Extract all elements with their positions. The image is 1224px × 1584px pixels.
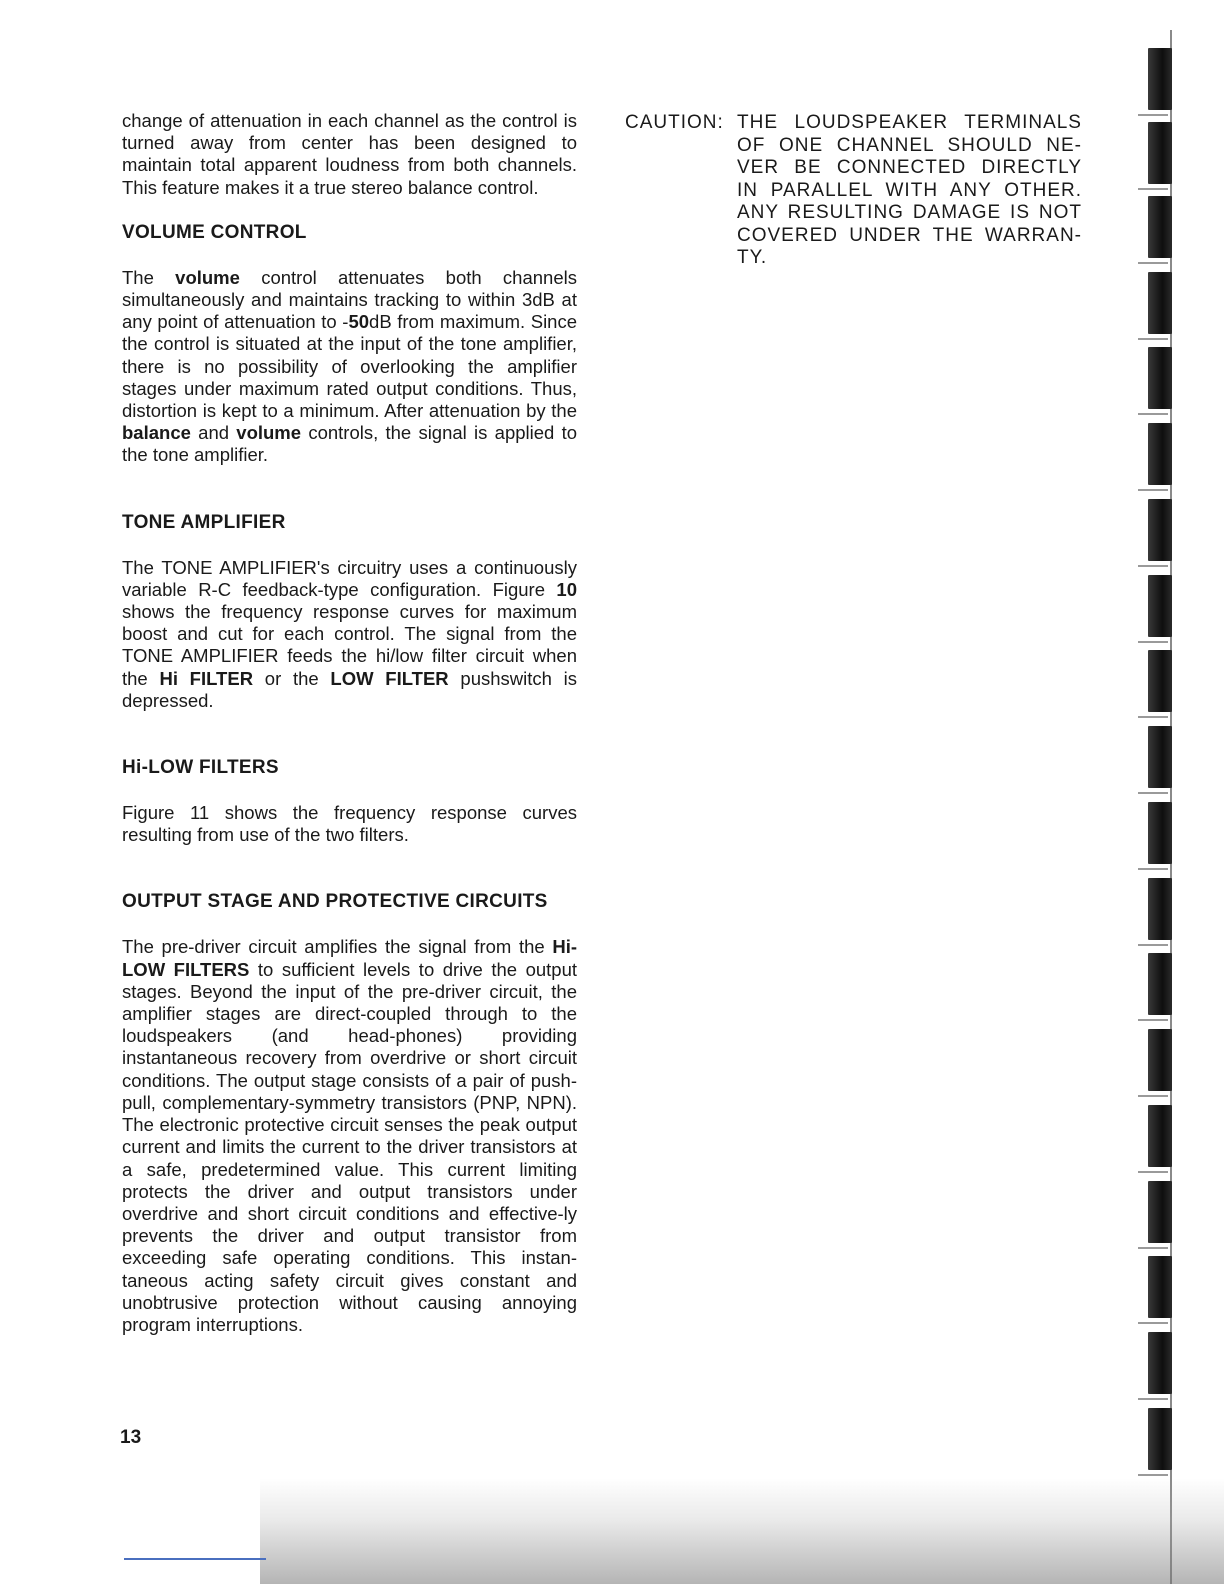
binding-tab [1148,1256,1172,1318]
bold-volume: volume [175,266,240,288]
binding-tab [1148,122,1172,184]
page-number: 13 [120,1427,142,1448]
text-span: control attenuates both channels simultaneously and maintains tracking to within 3dB at any point of attenuation to - [122,266,577,333]
text-span: The pre-driver circuit amplifies the signal from the [122,936,553,958]
bold-hi-low-filters: Hi-LOW FILTERS [122,936,577,980]
binding-tab [1148,802,1172,864]
volume-control-paragraph [122,267,577,467]
caution-block [625,112,1085,270]
binding-tab [1148,1181,1172,1243]
binding-tab [1148,272,1172,334]
binding-tab [1148,48,1172,110]
tone-amplifier-paragraph [122,557,577,712]
binding-tab [1148,575,1172,637]
text-span: dB from maximum. Since the control is situated at the input of the tone amplifier, there is no possibility of overlooking the amplifier stages under maximum rated output conditions. Thus, distortion is kept to a minimum. After attenuation by the [122,311,578,422]
binding-tab [1148,499,1172,561]
text-span: or the [253,667,331,689]
text-span: The [122,266,176,288]
scan-mark [124,1558,266,1560]
bold-figure-10: 10 [556,578,577,600]
binding-tab [1148,650,1172,712]
binding-tab [1148,347,1172,409]
scan-shadow [260,1478,1224,1584]
binding-tab [1148,878,1172,940]
binding-strip [1136,40,1176,1480]
volume-control-heading: VOLUME CONTROL [122,221,307,243]
hi-low-filters-heading: Hi-LOW FILTERS [122,757,279,779]
bold-volume: volume [236,422,302,444]
intro-paragraph: change of attenuation in each channel as the control is turned away from center has been designed to maintain total apparent loudness from both channels. This feature makes it a true stereo balance control. [122,110,577,198]
text-span: pushswitch is depressed. [122,667,578,711]
binding-tab [1148,423,1172,485]
caution-label: CAUTION: [625,112,724,133]
text-span: to sufficient levels to drive the output stages. Beyond the input of the pre-driver circuit, the amplifier stages are direct-coupled through to the loudspeakers (and head-phones) providing instantaneous recovery from overdrive or short circuit conditions. The output stage consists of a pair of push-pull, complementary-symmetry transistors (PNP, NPN). The electronic protective circuit senses the peak output current and limits the current to the driver transistors at a safe, predetermined value. This current limiting protects the driver and output transistors under overdrive and short circuit conditions and effective-ly prevents the driver and output transistor from exceeding safe operating conditions. This instan-taneous acting safety circuit gives constant and unobtrusive protection without causing annoying program interruptions. [122,958,578,1335]
binding-tab [1148,726,1172,788]
binding-tab [1148,1029,1172,1091]
bold-low-filter: LOW FILTER [330,667,449,689]
tone-amplifier-heading: TONE AMPLIFIER [122,511,286,533]
bold-balance: balance [122,422,191,444]
binding-tab [1148,196,1172,258]
bold-50: 50 [348,311,370,333]
binding-tab [1148,1332,1172,1394]
text-span: shows the frequency response curves for maximum boost and cut for each control. The signal from the TONE AMPLIFIER feeds the hi/low filter circuit when the [122,601,577,689]
left-column [122,110,577,1336]
output-stage-heading: OUTPUT STAGE AND PROTECTIVE CIRCUITS [122,891,548,913]
bold-hi-filter: Hi FILTER [159,667,254,689]
binding-tab [1148,1408,1172,1470]
text-span: and [190,422,237,444]
text-span: The TONE AMPLIFIER's circuitry uses a continuously variable R-C feedback-type configuration. Figure [122,556,577,600]
caution-text: THE LOUDSPEAKER TERMINALS OF ONE CHANNEL SHOULD NE-VER BE CONNECTED DIRECTLY IN PARALLEL WITH ANY OTHER. ANY RESULTING DAMAGE IS NOT COVERED UNDER THE WARRAN-TY. [737,112,1082,268]
binding-tab [1148,1105,1172,1167]
binding-tab [1148,953,1172,1015]
text-span: controls, the signal is applied to the tone amplifier. [122,422,577,466]
output-stage-paragraph [122,936,577,1336]
hi-low-filters-paragraph: Figure 11 shows the frequency response curves resulting from use of the two filters. [122,802,577,846]
